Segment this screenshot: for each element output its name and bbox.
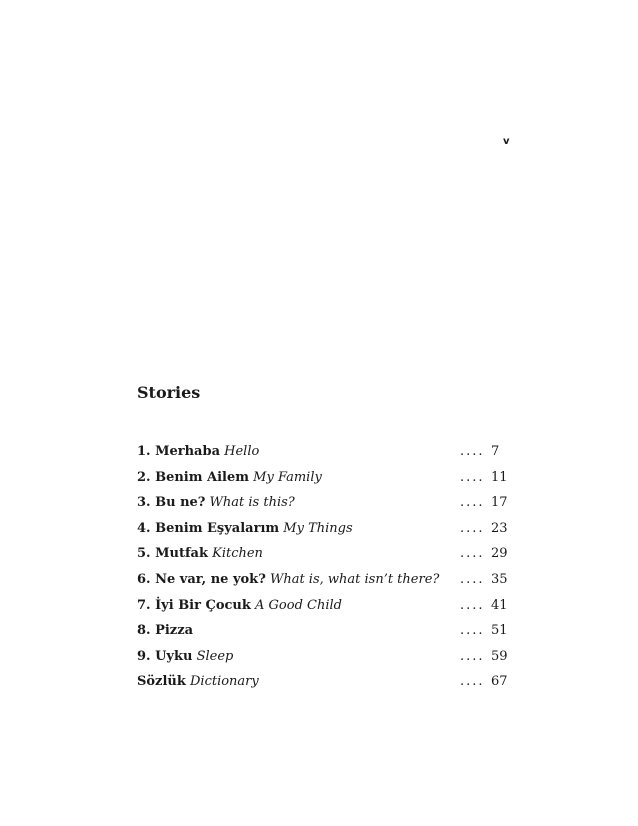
section-heading: Stories <box>137 383 201 402</box>
toc-entry-english: Hello <box>224 444 260 459</box>
toc-page-number: 35 <box>491 571 508 587</box>
toc-entry-turkish: Sözlük <box>137 674 186 690</box>
toc-leader-dots: .... <box>460 648 485 664</box>
toc-entry[interactable] <box>137 570 507 596</box>
toc-leader-dots: .... <box>460 571 485 587</box>
toc-entry[interactable] <box>137 493 507 519</box>
toc-entry-english: A Good Child <box>255 597 343 613</box>
toc-entry-title <box>137 521 353 536</box>
toc-page-number: 51 <box>491 623 508 639</box>
toc-leader-dots: .... <box>460 674 485 690</box>
toc-entry-turkish: 8. Pizza <box>137 623 193 639</box>
toc-entry-title <box>137 598 342 613</box>
toc-entry-english: My Family <box>253 469 322 485</box>
toc-leader-dots: .... <box>460 623 485 639</box>
toc-entry-english: What is this? <box>209 495 295 511</box>
toc-entry[interactable] <box>137 672 507 698</box>
toc-entry-turkish: 9. Uyku <box>137 648 193 664</box>
toc-leader-dots: .... <box>460 444 485 459</box>
toc-entry-title <box>137 470 322 485</box>
toc-page-number: 11 <box>491 469 508 485</box>
page-number: v <box>503 136 510 147</box>
toc-entry-turkish: 3. Bu ne? <box>137 495 206 511</box>
toc-entry-title <box>137 546 263 561</box>
toc-entry-turkish: 1. Merhaba <box>137 444 220 459</box>
toc-entry[interactable] <box>137 519 507 545</box>
toc-entry[interactable] <box>137 544 507 570</box>
toc-entry[interactable] <box>137 596 507 622</box>
toc-entry[interactable] <box>137 621 507 647</box>
toc-entry-title <box>137 572 439 587</box>
toc-entry-title <box>137 623 193 638</box>
toc-page-number: 23 <box>491 520 508 536</box>
toc-entry-title <box>137 495 295 510</box>
toc-entry-title <box>137 444 259 459</box>
toc-entry-english: Sleep <box>196 648 234 664</box>
toc-leader-dots: .... <box>460 495 485 511</box>
toc-entry-turkish: 6. Ne var, ne yok? <box>137 571 266 587</box>
toc-leader-dots: .... <box>460 520 485 536</box>
toc-leader-dots: .... <box>460 546 485 562</box>
toc-entry-english: Dictionary <box>189 674 259 690</box>
toc-entry-english: Kitchen <box>212 546 263 562</box>
toc-entry-title <box>137 674 259 689</box>
toc-entry-turkish: 5. Mutfak <box>137 546 208 562</box>
toc-page-number: 67 <box>491 674 508 690</box>
toc-leader-dots: .... <box>460 469 485 485</box>
toc-page-number: 17 <box>491 495 508 511</box>
toc-entry[interactable] <box>137 647 507 673</box>
table-of-contents <box>137 442 507 698</box>
toc-leader-dots: .... <box>460 597 485 613</box>
toc-page-number: 41 <box>491 597 508 613</box>
toc-entry-turkish: 4. Benim Eşyalarım <box>137 520 280 536</box>
toc-entry-title <box>137 649 233 664</box>
toc-entry[interactable] <box>137 442 507 468</box>
toc-entry-turkish: 7. İyi Bir Çocuk <box>137 597 251 613</box>
toc-entry-english: What is, what isn’t there? <box>269 571 440 587</box>
toc-page-number: 59 <box>491 648 508 664</box>
toc-entry[interactable] <box>137 468 507 494</box>
toc-page-number: 7 <box>491 444 500 459</box>
toc-entry-turkish: 2. Benim Ailem <box>137 469 250 485</box>
toc-entry-english: My Things <box>283 520 353 536</box>
toc-page-number: 29 <box>491 546 508 562</box>
